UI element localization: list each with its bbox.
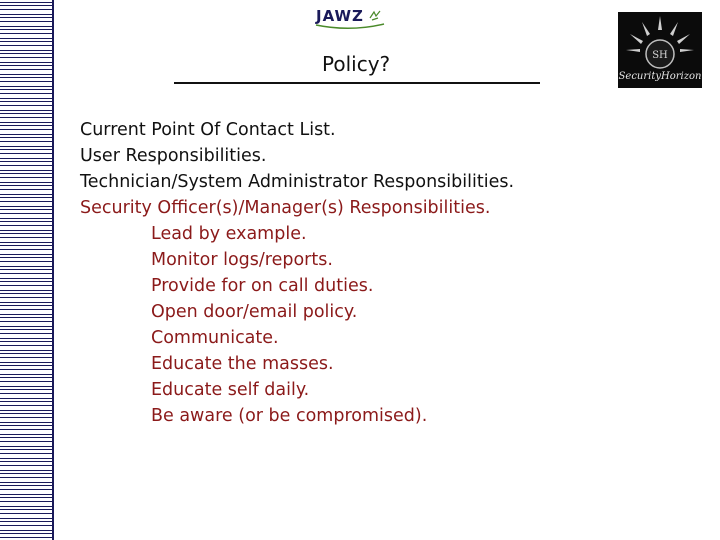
left-striped-border bbox=[0, 0, 52, 540]
list-item: User Responsibilities. bbox=[80, 146, 267, 166]
sub-list-item: Educate the masses. bbox=[151, 354, 334, 374]
title-underline bbox=[174, 82, 540, 84]
sub-list-item: Provide for on call duties. bbox=[151, 276, 374, 296]
list-item: Security Officer(s)/Manager(s) Responsibilities. bbox=[80, 198, 491, 218]
sub-list-item: Be aware (or be compromised). bbox=[151, 406, 428, 426]
policy-list bbox=[80, 117, 514, 429]
slide-title: Policy? bbox=[322, 52, 391, 76]
list-item: Current Point Of Contact List. bbox=[80, 120, 336, 140]
list-item: Technician/System Administrator Responsibilities. bbox=[80, 172, 515, 192]
jawz-logo-text: JAWZ bbox=[316, 7, 364, 25]
sh-monogram: SH bbox=[652, 50, 668, 61]
sub-list-item: Educate self daily. bbox=[151, 380, 310, 400]
sub-list-item: Open door/email policy. bbox=[151, 302, 358, 322]
border-divider bbox=[52, 0, 54, 540]
sub-list-item: Monitor logs/reports. bbox=[151, 250, 333, 270]
sub-list-item: Lead by example. bbox=[151, 224, 307, 244]
security-horizon-logo bbox=[618, 12, 702, 88]
sub-list-item: Communicate. bbox=[151, 328, 279, 348]
jawz-logo bbox=[312, 4, 388, 32]
security-horizon-text: SecurityHorizon bbox=[618, 71, 702, 82]
